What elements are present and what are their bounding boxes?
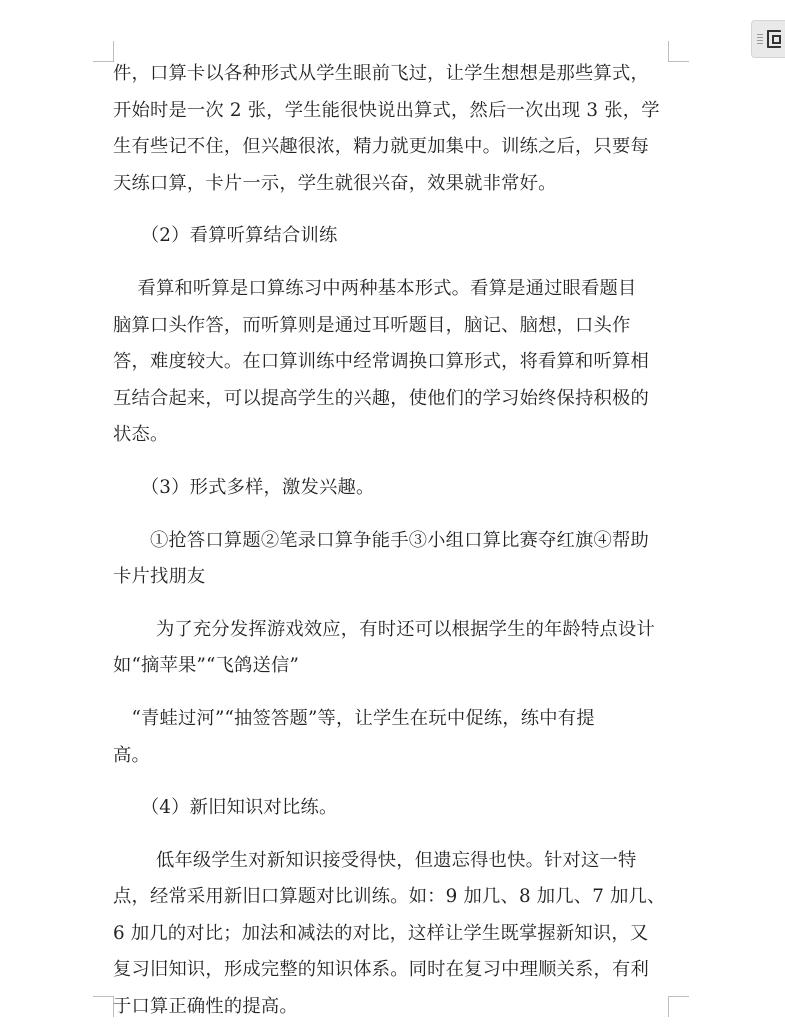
side-panel-toggle-button[interactable] xyxy=(751,20,785,58)
document-body xyxy=(113,56,668,1026)
paragraph-gap xyxy=(113,255,668,271)
paragraph-gap xyxy=(113,454,668,470)
text-line: 卡片找朋友 xyxy=(113,566,206,588)
text-line: 为了充分发挥游戏效应，有时还可以根据学生的年龄特点设计 xyxy=(113,618,655,640)
text-line: 低年级学生对新知识接受得快，但遗忘得也快。针对这一特 xyxy=(113,849,637,871)
crop-mark-top-right xyxy=(668,41,689,62)
paragraph-gap xyxy=(113,774,668,790)
paragraph xyxy=(113,470,668,507)
paragraph xyxy=(113,701,668,774)
paragraph xyxy=(113,218,668,255)
paragraph-gap xyxy=(113,827,668,843)
text-line: 于口算正确性的提高。 xyxy=(113,996,298,1018)
paragraph xyxy=(113,56,668,202)
text-line: （3）形式多样，激发兴趣。 xyxy=(113,476,375,498)
text-line: 件，口算卡以各种形式从学生眼前飞过，让学生想想是那些算式， xyxy=(113,63,649,84)
text-line: 如“摘苹果”“飞鸽送信” xyxy=(113,655,300,677)
paragraph-gap xyxy=(113,507,668,523)
text-line: 开始时是一次 2 张，学生能很快说出算式，然后一次出现 3 张，学 xyxy=(113,99,660,121)
paragraph xyxy=(113,271,668,454)
paragraph xyxy=(113,523,668,596)
text-line: 生有些记不住，但兴趣很浓，精力就更加集中。训练之后，只要每 xyxy=(113,136,649,158)
text-line: 看算和听算是口算练习中两种基本形式。看算是通过眼看题目 xyxy=(113,277,637,299)
text-line: 复习旧知识，形成完整的知识体系。同时在复习中理顺关系，有利 xyxy=(113,959,649,981)
text-line: 状态。 xyxy=(113,424,169,446)
crop-mark-bottom-right xyxy=(668,996,689,1017)
paragraph xyxy=(113,612,668,685)
paragraph-gap xyxy=(113,202,668,218)
text-line: “青蛙过河”“抽签答题”等，让学生在玩中促练，练中有提 xyxy=(113,707,595,729)
frame-icon xyxy=(767,30,781,48)
text-line: 互结合起来，可以提高学生的兴趣，使他们的学习始终保持积极的 xyxy=(113,387,649,409)
paragraph-gap xyxy=(113,596,668,612)
paragraph xyxy=(113,843,668,1026)
paragraph-gap xyxy=(113,685,668,701)
text-line: （2）看算听算结合训练 xyxy=(113,225,338,247)
text-line: （4）新旧知识对比练。 xyxy=(113,797,338,819)
text-line: ①抢答口算题②笔录口算争能手③小组口算比赛夺红旗④帮助 xyxy=(113,529,649,551)
paragraph xyxy=(113,790,668,827)
text-line: 天练口算，卡片一示，学生就很兴奋，效果就非常好。 xyxy=(113,172,557,194)
crop-mark-bottom-left xyxy=(93,996,114,1017)
text-line: 点，经常采用新旧口算题对比训练。如：9 加几、8 加几、7 加几、 xyxy=(113,886,666,908)
crop-mark-top-left xyxy=(93,41,114,62)
text-line: 脑算口头作答，而听算则是通过耳听题目，脑记、脑想，口头作 xyxy=(113,314,631,336)
grip-icon xyxy=(757,34,763,46)
text-line: 答，难度较大。在口算训练中经常调换口算形式，将看算和听算相 xyxy=(113,351,649,373)
text-line: 6 加几的对比；加法和减法的对比，这样让学生既掌握新知识，又 xyxy=(113,922,649,944)
text-line: 高。 xyxy=(113,744,150,766)
